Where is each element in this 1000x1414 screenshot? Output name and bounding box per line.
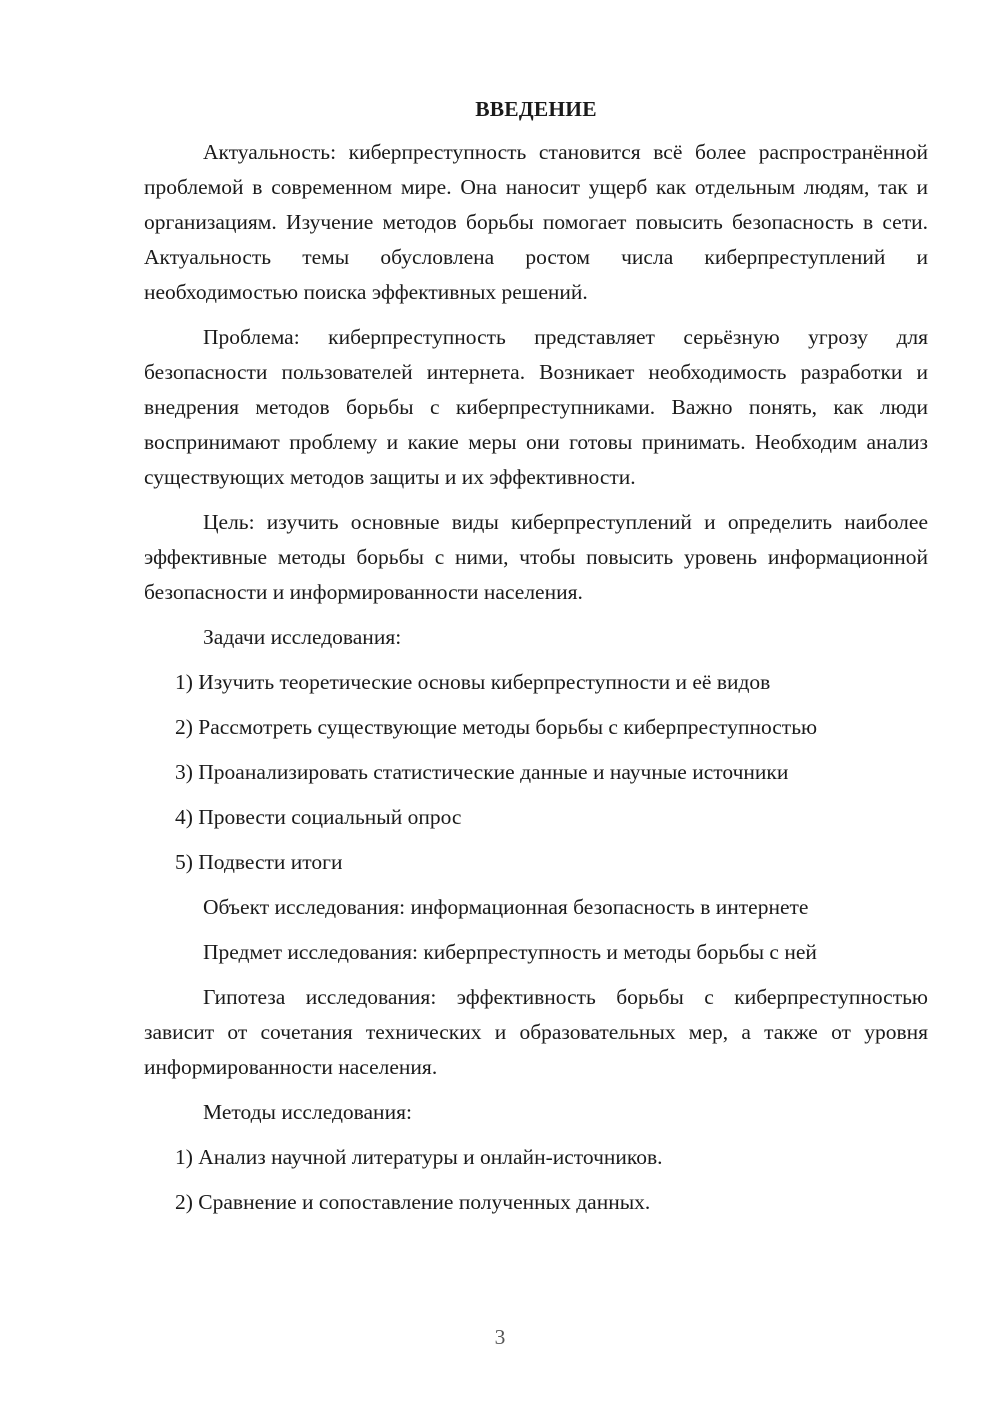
research-subject: Предмет исследования: киберпреступность и методы борьбы с ней <box>203 940 817 964</box>
document-page <box>144 92 928 1230</box>
task-item-4: 4) Провести социальный опрос <box>175 805 462 829</box>
goal-paragraph: Цель: изучить основные виды киберпреступлений и определить наиболее эффективные методы борьбы с ними, чтобы повысить уровень информационной безопасности и информированности населения. <box>144 510 928 604</box>
method-item-1: 1) Анализ научной литературы и онлайн-источников. <box>175 1145 663 1169</box>
research-object: Объект исследования: информационная безопасность в интернете <box>203 895 809 919</box>
problem-paragraph: Проблема: киберпреступность представляет серьёзную угрозу для безопасности пользователей интернета. Возникает необходимость разработки и внедрения методов борьбы с киберпреступниками. Важно понять, как люди воспринимают проблему и какие меры они готовы принимать. Необходим анализ существующих методов защиты и их эффективности. <box>144 325 928 489</box>
tasks-heading: Задачи исследования: <box>203 625 402 649</box>
page-number: 3 <box>494 1325 506 1349</box>
section-title: ВВЕДЕНИЕ <box>475 97 597 121</box>
task-item-1: 1) Изучить теоретические основы киберпреступности и её видов <box>175 670 771 694</box>
task-item-5: 5) Подвести итоги <box>175 850 343 874</box>
method-item-2: 2) Сравнение и сопоставление полученных данных. <box>175 1190 651 1214</box>
relevance-paragraph: Актуальность: киберпреступность становится всё более распространённой проблемой в современном мире. Она наносит ущерб как отдельным людям, так и организациям. Изучение методов борьбы помогает повысить безопасность в сети. Актуальность темы обусловлена ростом числа киберпреступлений и необходимостью поиска эффективных решений. <box>144 140 928 304</box>
methods-heading: Методы исследования: <box>203 1100 412 1124</box>
hypothesis-paragraph: Гипотеза исследования: эффективность борьбы с киберпреступностью зависит от сочетания технических и образовательных мер, а также от уровня информированности населения. <box>144 985 928 1079</box>
task-item-3: 3) Проанализировать статистические данные и научные источники <box>175 760 789 784</box>
task-item-2: 2) Рассмотреть существующие методы борьбы с киберпреступностью <box>175 715 818 739</box>
